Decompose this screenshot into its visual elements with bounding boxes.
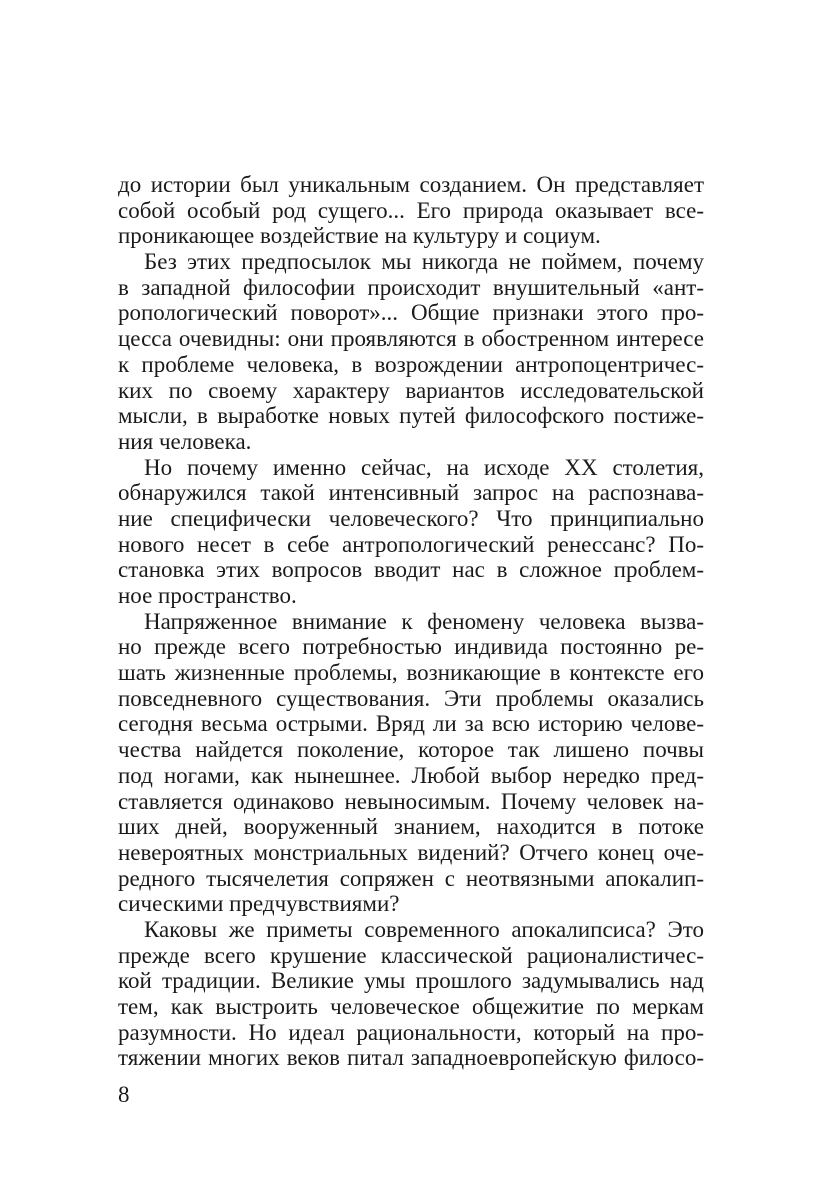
- text-line: повседневного существования. Эти проблемы оказались: [118, 685, 704, 711]
- text-line: ропологический поворот»... Общие признаки этого про-: [118, 300, 704, 326]
- page-number: 8: [118, 1082, 130, 1107]
- text-line: невероятных монстриальных видений? Отчего конец оче-: [118, 839, 704, 865]
- paragraph: [118, 172, 704, 249]
- paragraph: [118, 609, 704, 917]
- text-line: ния человека.: [118, 428, 252, 454]
- text-line: ние специфически человеческого? Что принципиально: [118, 505, 704, 531]
- text-line: но прежде всего потребностью индивида постоянно ре-: [118, 634, 704, 660]
- text-line: шать жизненные проблемы, возникающие в контексте его: [118, 660, 704, 686]
- text-line: ших дней, вооруженный знанием, находится в потоке: [118, 814, 704, 840]
- text-line: сическими предчувствиями?: [118, 891, 400, 917]
- text-line: до истории был уникальным созданием. Он представляет: [118, 172, 704, 197]
- text-line: прежде всего крушение классической рационалистичес-: [118, 942, 704, 968]
- text-line: в западной философии происходит внушительный «ант-: [118, 274, 704, 300]
- text-line: Напряженное внимание к феномену человека вызва-: [144, 608, 704, 634]
- text-line: нового несет в себе антропологический ренессанс? По-: [118, 531, 704, 557]
- text-line: под ногами, как нынешнее. Любой выбор нередко пред-: [118, 762, 704, 788]
- text-line: Но почему именно сейчас, на исходе XX столетия,: [144, 454, 704, 480]
- text-line: чества найдется поколение, которое так лишено почвы: [118, 737, 704, 763]
- text-line: становка этих вопросов вводит нас в сложное проблем-: [118, 557, 704, 583]
- text-line: кой традиции. Великие умы прошлого задумывались над: [118, 968, 704, 994]
- text-line: проникающее воздействие на культуру и социум.: [118, 223, 601, 249]
- text-line: сегодня весьма острыми. Вряд ли за всю историю челове-: [118, 711, 704, 737]
- text-line: Каковы же приметы современного апокалипсиса? Это: [144, 916, 704, 942]
- paragraph: [118, 917, 704, 1071]
- paragraph: [118, 455, 704, 609]
- text-line: разумности. Но идеал рациональности, который на про-: [118, 1019, 704, 1045]
- text-line: ких по своему характеру вариантов исследовательской: [118, 377, 704, 403]
- text-line: обнаружился такой интенсивный запрос на распознава-: [118, 480, 704, 506]
- text-line: тем, как выстроить человеческое общежитие по меркам: [118, 994, 704, 1019]
- text-line: мысли, в выработке новых путей философского постиже-: [118, 403, 704, 429]
- paragraph: [118, 249, 704, 455]
- text-line: Без этих предпосылок мы никогда не поймем, почему: [144, 249, 704, 275]
- text-line: редного тысячелетия сопряжен с неотвязными апокалип-: [118, 865, 704, 891]
- main-text: [118, 172, 704, 1071]
- text-line: ставляется одинаково невыносимым. Почему человек на-: [118, 788, 704, 814]
- text-line: ное пространство.: [118, 583, 297, 608]
- text-line: к проблеме человека, в возрождении антропоцентричес-: [118, 351, 704, 377]
- text-line: цесса очевидны: они проявляются в обостренном интересе: [118, 326, 704, 352]
- text-line: тяжении многих веков питал западноевропейскую филосо-: [118, 1045, 704, 1071]
- text-line: собой особый род сущего... Его природа оказывает все-: [118, 197, 704, 223]
